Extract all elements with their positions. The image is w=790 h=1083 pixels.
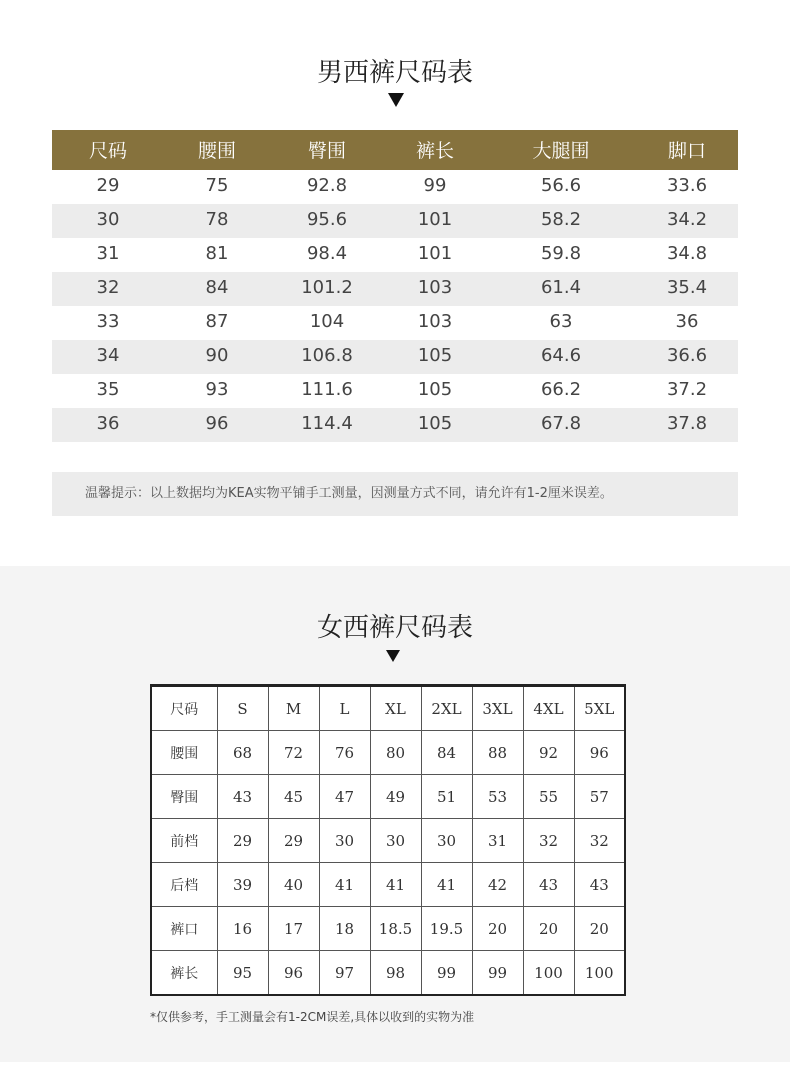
table-cell: 98 xyxy=(370,951,421,996)
table-cell: 55 xyxy=(523,775,574,819)
table-row xyxy=(52,238,738,272)
down-arrow-icon xyxy=(388,93,404,107)
table-cell: 47 xyxy=(319,775,370,819)
table-cell: 67.8 xyxy=(540,413,582,434)
table-cell: 98.4 xyxy=(306,243,348,264)
table-cell: 99 xyxy=(472,951,523,996)
table-cell: 95.6 xyxy=(306,209,348,230)
table-cell: 92 xyxy=(523,731,574,775)
table-cell: 20 xyxy=(523,907,574,951)
table-cell: 37.8 xyxy=(666,413,708,434)
table-cell: 35 xyxy=(96,379,120,400)
table-cell: 5XL xyxy=(574,686,625,731)
table-cell: 66.2 xyxy=(540,379,582,400)
table-cell: 腰围 xyxy=(151,731,217,775)
table-cell: 36.6 xyxy=(666,345,708,366)
table-cell: 32 xyxy=(96,277,120,298)
table-cell: 61.4 xyxy=(540,277,582,298)
table-cell: 臀围 xyxy=(151,775,217,819)
women-chart-note: *仅供参考，手工测量会有1-2CM误差,具体以收到的实物为准 xyxy=(150,1010,475,1024)
table-cell: 58.2 xyxy=(540,209,582,230)
table-row xyxy=(52,306,738,340)
table-cell: 34 xyxy=(96,345,120,366)
men-table-header xyxy=(52,130,738,170)
table-cell: 29 xyxy=(96,175,120,196)
table-cell: 34.2 xyxy=(666,209,708,230)
table-cell: 51 xyxy=(421,775,472,819)
table-cell: 111.6 xyxy=(301,379,353,400)
table-cell: 32 xyxy=(574,819,625,863)
table-cell: 64.6 xyxy=(540,345,582,366)
header-waist: 腰围 xyxy=(197,140,236,162)
table-cell: 96 xyxy=(574,731,625,775)
table-cell: 裤长 xyxy=(151,951,217,996)
table-cell: 42 xyxy=(472,863,523,907)
table-cell: 4XL xyxy=(523,686,574,731)
table-cell: 45 xyxy=(268,775,319,819)
table-row xyxy=(52,408,738,442)
header-thigh: 大腿围 xyxy=(532,140,590,162)
table-cell: 100 xyxy=(523,951,574,996)
table-cell: 97 xyxy=(319,951,370,996)
table-cell: 43 xyxy=(523,863,574,907)
tip-text: 温馨提示：以上数据均为KEA实物平铺手工测量，因测量方式不同，请允许有1-2厘米误差。 xyxy=(85,486,613,501)
table-cell: 84 xyxy=(205,277,229,298)
table-cell: 41 xyxy=(319,863,370,907)
table-cell: 3XL xyxy=(472,686,523,731)
table-cell: 106.8 xyxy=(301,345,353,366)
men-size-table xyxy=(52,130,738,442)
header-hip: 臀围 xyxy=(307,140,346,162)
table-cell: 尺码 xyxy=(151,686,217,731)
table-cell: 92.8 xyxy=(306,175,348,196)
table-cell: 30 xyxy=(319,819,370,863)
table-cell: 18 xyxy=(319,907,370,951)
down-arrow-icon xyxy=(386,650,400,662)
table-cell: 19.5 xyxy=(421,907,472,951)
table-cell: 34.8 xyxy=(666,243,708,264)
table-cell: 104 xyxy=(309,311,345,332)
table-cell: 96 xyxy=(205,413,229,434)
table-row xyxy=(151,863,625,907)
measurement-tip xyxy=(52,472,738,516)
table-cell: 49 xyxy=(370,775,421,819)
table-cell: 30 xyxy=(370,819,421,863)
table-cell: S xyxy=(217,686,268,731)
table-cell: 101 xyxy=(417,243,453,264)
table-cell: 75 xyxy=(205,175,229,196)
table-row xyxy=(151,819,625,863)
table-cell: 84 xyxy=(421,731,472,775)
table-cell: 31 xyxy=(96,243,120,264)
table-cell: 99 xyxy=(423,175,447,196)
table-cell: 105 xyxy=(417,345,453,366)
table-row xyxy=(151,731,625,775)
table-cell: 99 xyxy=(421,951,472,996)
women-chart-title: 女西裤尺码表 xyxy=(316,613,473,643)
women-size-table xyxy=(150,684,626,996)
table-cell: 35.4 xyxy=(666,277,708,298)
table-cell: 39 xyxy=(217,863,268,907)
table-cell: 59.8 xyxy=(540,243,582,264)
table-cell: 95 xyxy=(217,951,268,996)
table-cell: 20 xyxy=(472,907,523,951)
header-size: 尺码 xyxy=(88,140,127,162)
table-cell: 105 xyxy=(417,379,453,400)
table-cell: 41 xyxy=(370,863,421,907)
table-cell: 43 xyxy=(217,775,268,819)
table-cell: 87 xyxy=(205,311,229,332)
table-cell: 56.6 xyxy=(540,175,582,196)
table-row xyxy=(151,775,625,819)
table-cell: 33.6 xyxy=(666,175,708,196)
table-cell: 81 xyxy=(205,243,229,264)
table-row xyxy=(52,272,738,306)
table-cell: 16 xyxy=(217,907,268,951)
table-cell: 76 xyxy=(319,731,370,775)
table-cell: 105 xyxy=(417,413,453,434)
page-bottom-strip xyxy=(0,1062,790,1083)
table-cell: 30 xyxy=(421,819,472,863)
table-row xyxy=(52,204,738,238)
men-chart-title: 男西裤尺码表 xyxy=(316,58,473,88)
header-length: 裤长 xyxy=(415,140,454,162)
table-row xyxy=(52,340,738,374)
table-cell: 37.2 xyxy=(666,379,708,400)
table-cell: 93 xyxy=(205,379,229,400)
table-cell: 31 xyxy=(472,819,523,863)
table-cell: 68 xyxy=(217,731,268,775)
table-cell: 63 xyxy=(549,311,573,332)
table-cell: 裤口 xyxy=(151,907,217,951)
table-cell: 57 xyxy=(574,775,625,819)
table-cell: 29 xyxy=(217,819,268,863)
table-cell: 53 xyxy=(472,775,523,819)
table-cell: 100 xyxy=(574,951,625,996)
table-cell: 101.2 xyxy=(301,277,353,298)
table-row xyxy=(151,907,625,951)
table-cell: 20 xyxy=(574,907,625,951)
table-cell: 18.5 xyxy=(370,907,421,951)
table-row xyxy=(151,951,625,996)
table-cell: 72 xyxy=(268,731,319,775)
table-cell: M xyxy=(268,686,319,731)
table-cell: 103 xyxy=(417,311,453,332)
table-row xyxy=(52,170,738,204)
table-cell: XL xyxy=(370,686,421,731)
table-cell: 36 xyxy=(675,311,699,332)
table-cell: 40 xyxy=(268,863,319,907)
table-cell: 17 xyxy=(268,907,319,951)
table-cell: 43 xyxy=(574,863,625,907)
table-cell: L xyxy=(319,686,370,731)
header-hem: 脚口 xyxy=(667,140,706,162)
table-cell: 114.4 xyxy=(301,413,353,434)
table-cell: 后档 xyxy=(151,863,217,907)
table-cell: 33 xyxy=(96,311,120,332)
table-cell: 2XL xyxy=(421,686,472,731)
table-cell: 96 xyxy=(268,951,319,996)
table-cell: 88 xyxy=(472,731,523,775)
table-row xyxy=(52,374,738,408)
table-cell: 41 xyxy=(421,863,472,907)
table-cell: 30 xyxy=(96,209,120,230)
women-size-chart-section xyxy=(0,566,790,1062)
table-cell: 101 xyxy=(417,209,453,230)
table-cell: 32 xyxy=(523,819,574,863)
table-cell: 前档 xyxy=(151,819,217,863)
table-cell: 90 xyxy=(205,345,229,366)
table-cell: 103 xyxy=(417,277,453,298)
table-header-row xyxy=(151,686,625,731)
table-cell: 80 xyxy=(370,731,421,775)
table-cell: 29 xyxy=(268,819,319,863)
table-cell: 78 xyxy=(205,209,229,230)
table-cell: 36 xyxy=(96,413,120,434)
